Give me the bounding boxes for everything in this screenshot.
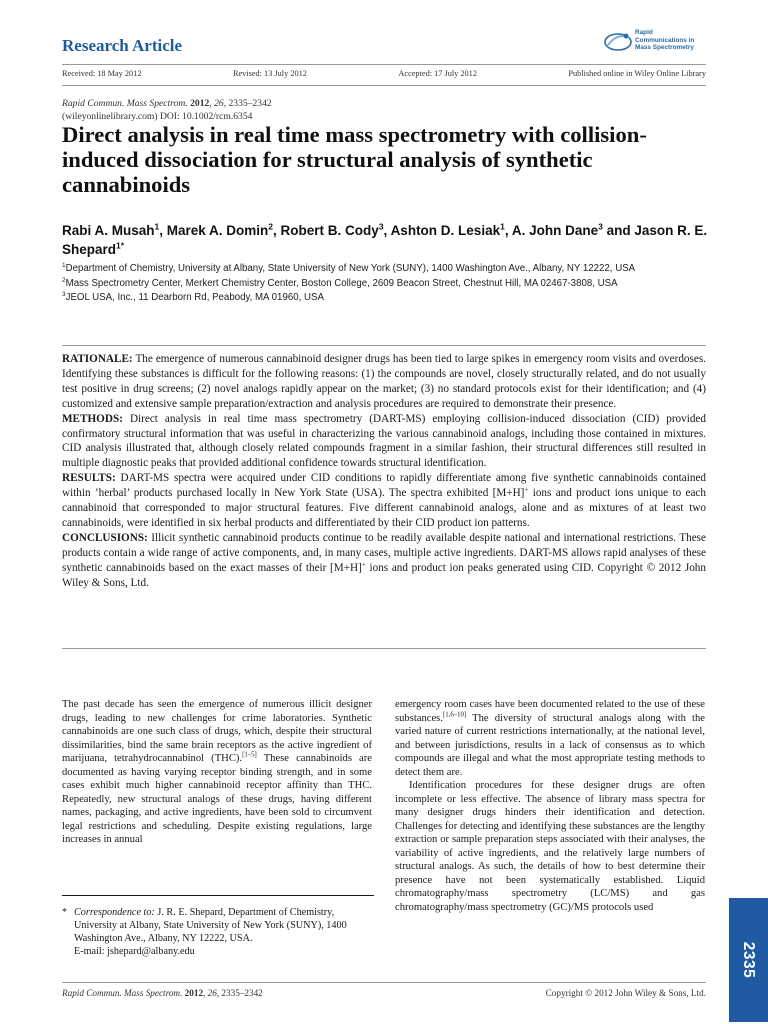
- section-label: Research Article: [62, 36, 183, 55]
- results-text-a: DART-MS spectra were acquired under CID conditions to rapidly differentiate among five synthetic cannabinoids contained within ’herbal’ products purchased locally in New York State (USA). The spectra exhibited [M+H]: [62, 472, 706, 500]
- results-text-b: ions and product ions unique to each cannabinoid that corresponded to major structural features. Five different cannabinoid analogs, alone and as mixtures of at least two cannabinoids, were identified in six herbal products and differentiated by their CID product ion patterns.: [62, 487, 706, 529]
- footnote-text: J. R. E. Shepard, Department of Chemistry, University at Albany, State University of New York (SUNY), 1400 Washington Ave., Albany, NY 12222, USA.: [74, 907, 347, 945]
- abstract-top-rule: [62, 345, 706, 346]
- body-paragraph: [62, 698, 372, 847]
- received-date: Received: 18 May 2012: [62, 69, 142, 78]
- logo-line-2: Communications in: [635, 36, 695, 44]
- conclusions-sup: +: [361, 559, 366, 568]
- conclusions-text-b: ions and product ion peaks generated using CID. Copyright © 2012 John Wiley & Sons, Ltd.: [62, 561, 706, 589]
- author-name: Rabi A. Musah: [62, 223, 155, 238]
- author-list: [62, 222, 712, 259]
- footer-year: 2012: [184, 988, 204, 998]
- dates-bar: [62, 69, 706, 78]
- footer-rule: [62, 982, 706, 983]
- published-online: Published online in Wiley Online Library: [568, 69, 706, 78]
- author-name: Ashton D. Lesiak: [390, 223, 501, 238]
- journal-logo-text: [635, 29, 694, 52]
- abstract-methods: [62, 412, 706, 472]
- abstract-bottom-rule: [62, 648, 706, 649]
- author-separator: ,: [383, 223, 391, 238]
- affiliations: [62, 262, 702, 306]
- affiliation-marker: 2: [62, 276, 66, 284]
- abstract: [62, 352, 706, 591]
- article-title: Direct analysis in real time mass spectrometry with collision-induced dissociation for structural analysis of synthetic cannabinoids: [62, 122, 647, 198]
- methods-label: METHODS:: [62, 412, 123, 425]
- footnote-marker: *: [62, 907, 68, 918]
- logo-line-3: Mass Spectrometry: [635, 44, 694, 52]
- author-affiliation-marker: 1: [500, 221, 505, 232]
- footer-pages: , 2335–2342: [216, 988, 263, 998]
- author: [62, 223, 159, 238]
- methods-text: Direct analysis in real time mass spectrometry (DART-MS) employing collision-induced dissociation (CID) provided confirmatory structural information that was useful in characterizing the various cannabinoid analogs, including those contained in mixtures. CID analysis illustrated that, although closely related compounds fragment in a similar fashion, their structural differences still resulted in multiple diagnostic peaks that provided additional confidence towards structural identification.: [62, 412, 706, 470]
- footnote-label: Correspondence to:: [74, 907, 155, 918]
- author-affiliation-marker: 1: [154, 221, 160, 232]
- journal-logo: [604, 28, 714, 54]
- author-affiliation-marker: 3: [378, 221, 384, 232]
- header-rule: [62, 64, 706, 65]
- citation-journal: Rapid Commun. Mass Spectrom.: [62, 98, 188, 109]
- footnote-email[interactable]: E-mail: jshepard@albany.edu: [74, 946, 195, 958]
- affiliation-text: Department of Chemistry, University at Albany, State University of New York (SUNY), 1400 Washington Ave., Albany, NY 12222, USA: [65, 263, 636, 274]
- footer-copyright: Copyright © 2012 John Wiley & Sons, Ltd.: [545, 988, 706, 998]
- affiliation-1: [62, 262, 702, 275]
- results-label: RESULTS:: [62, 472, 116, 485]
- author-affiliation-marker: 3: [598, 221, 603, 232]
- author-name: Robert B. Cody: [280, 223, 379, 238]
- abstract-conclusions: [62, 531, 706, 591]
- citation-pages: , 2335–2342: [223, 98, 272, 109]
- affiliation-text: JEOL USA, Inc., 11 Dearborn Rd, Peabody, MA 01960, USA: [65, 292, 324, 304]
- body-text: emergency room cases have been documented related to the use of these substances.: [395, 699, 705, 724]
- citation-volume: 26: [214, 98, 224, 109]
- revised-date: Revised: 13 July 2012: [232, 69, 307, 78]
- body-text: The past decade has seen the emergence of numerous illicit designer drugs, leading to new challenges for crime laboratories. Synthetic cannabinoids are one such class of drugs, which, despite their structural dissimilarities, bind the same brain receptors as the active ingredient of marijuana, tetrahydrocannabinol (THC).: [62, 699, 372, 764]
- page-number: 2335: [740, 941, 757, 979]
- affiliation-2: [62, 277, 702, 290]
- footer-citation: Rapid Commun. Mass Spectrom. 2012, 26, 2335–2342: [62, 988, 263, 998]
- abstract-results: [62, 471, 706, 531]
- author-name: Marek A. Domin: [166, 223, 269, 238]
- body-paragraph: Identification procedures for these designer drugs are often incomplete or less effective. The absence of library mass spectra for many designer drugs hinders their identification and detection. Challenges for detecting and identifying these substances are the lengthy extraction or sample preparation steps associated with their analyses, the variability of active ingredients, and the relatively large numbers of structural analogs. As such, the details of how to best determine their presence have not been systematically established. Liquid chromatography/mass spectrometry (LC/MS) and gas chromatography/mass spectrometry (GC)/MS protocols used: [395, 780, 705, 913]
- author-name: A. John Dane: [511, 223, 599, 238]
- citation-year: 2012: [190, 98, 210, 109]
- author-separator: ,: [504, 223, 512, 238]
- affiliation-marker: 1: [62, 261, 66, 269]
- author-affiliation-marker: 1*: [116, 240, 125, 250]
- body-text: The diversity of structural analogs along with the varied nature of current restrictions internationally, at the national level, and between jurisdictions, results in a lack of consensus as to which compounds are illegal and what the most appropriate testing methods to detect them are.: [395, 712, 705, 778]
- author: [281, 223, 384, 238]
- author-affiliation-marker: 2: [268, 221, 274, 232]
- affiliation-text: Mass Spectrometry Center, Merkert Chemistry Center, Boston College, 2609 Beacon Street, Chestnut Hill, MA 02467-3808, USA: [65, 277, 618, 289]
- citation: [62, 97, 272, 123]
- author: [512, 223, 603, 238]
- results-sup: +: [524, 485, 529, 494]
- author: [391, 223, 505, 238]
- conclusions-text-a: Illicit synthetic cannabinoid products continue to be readily available despite national and international restrictions. These products contain a wide range of active components, and, in many cases, multiple active ingredients. DART-MS allows rapid analyses of these synthetic cannabinoids based on the exact masses of their [M+H]: [62, 531, 707, 574]
- logo-line-1: Rapid: [635, 29, 653, 36]
- footnote-rule: [62, 895, 374, 896]
- rationale-label: RATIONALE:: [62, 353, 133, 365]
- conclusions-label: CONCLUSIONS:: [62, 531, 148, 544]
- journal-logo-icon: [604, 30, 632, 52]
- author-name: Jason R. E. Shepard: [62, 223, 708, 257]
- citation-line: Rapid Commun. Mass Spectrom. 2012, 26, 2335–2342: [62, 98, 272, 109]
- body-paragraph: [395, 698, 705, 779]
- dates-rule: [62, 85, 706, 86]
- affiliation-3: [62, 291, 702, 304]
- body-text: These cannabinoids are documented as having varying receptor binding strength, and in some cases exhibit much higher cannabinoid receptor affinity than THC. Repeatedly, new structural analogs of these drugs, having different names, packaging, and active ingredients, have been sold to circumvent legal restrictions and scheduling. Despite existing regulations, large increases in annual: [62, 753, 372, 845]
- correspondence-footnote: [62, 906, 374, 958]
- citation-doi[interactable]: (wileyonlinelibrary.com) DOI: 10.1002/rcm.6354: [62, 111, 253, 122]
- author-separator: ,: [273, 223, 281, 238]
- footer-journal: Rapid Commun. Mass Spectrom.: [62, 988, 183, 998]
- reference-citation[interactable]: [1–5]: [242, 751, 257, 759]
- accepted-date: Accepted: 17 July 2012: [398, 69, 477, 78]
- footnote-body: [62, 906, 374, 958]
- body-column-right: [395, 698, 705, 914]
- footer-volume: 26: [207, 988, 217, 998]
- author-separator: ,: [159, 223, 167, 238]
- author: [167, 223, 273, 238]
- abstract-rationale: [62, 352, 706, 412]
- reference-citation[interactable]: [1,6–10]: [442, 710, 467, 718]
- body-column-left: [62, 698, 372, 847]
- affiliation-marker: 3: [62, 291, 66, 299]
- rationale-text: The emergence of numerous cannabinoid designer drugs has been tied to large spikes in emergency room visits and overdoses. Identifying these substances is difficult for the following reasons: (1) the compounds are novel, closely structurally related, and do not usually test positive in drug screens; (2) novel analogs rapidly appear on the market; (3) no standard protocols exist for their identification; and (4) customized and extensive sample preparation/extraction and analysis procedures are required to demonstrate their presence.: [62, 353, 706, 410]
- author-separator: and: [602, 223, 635, 238]
- page-number-tab: [729, 898, 768, 1022]
